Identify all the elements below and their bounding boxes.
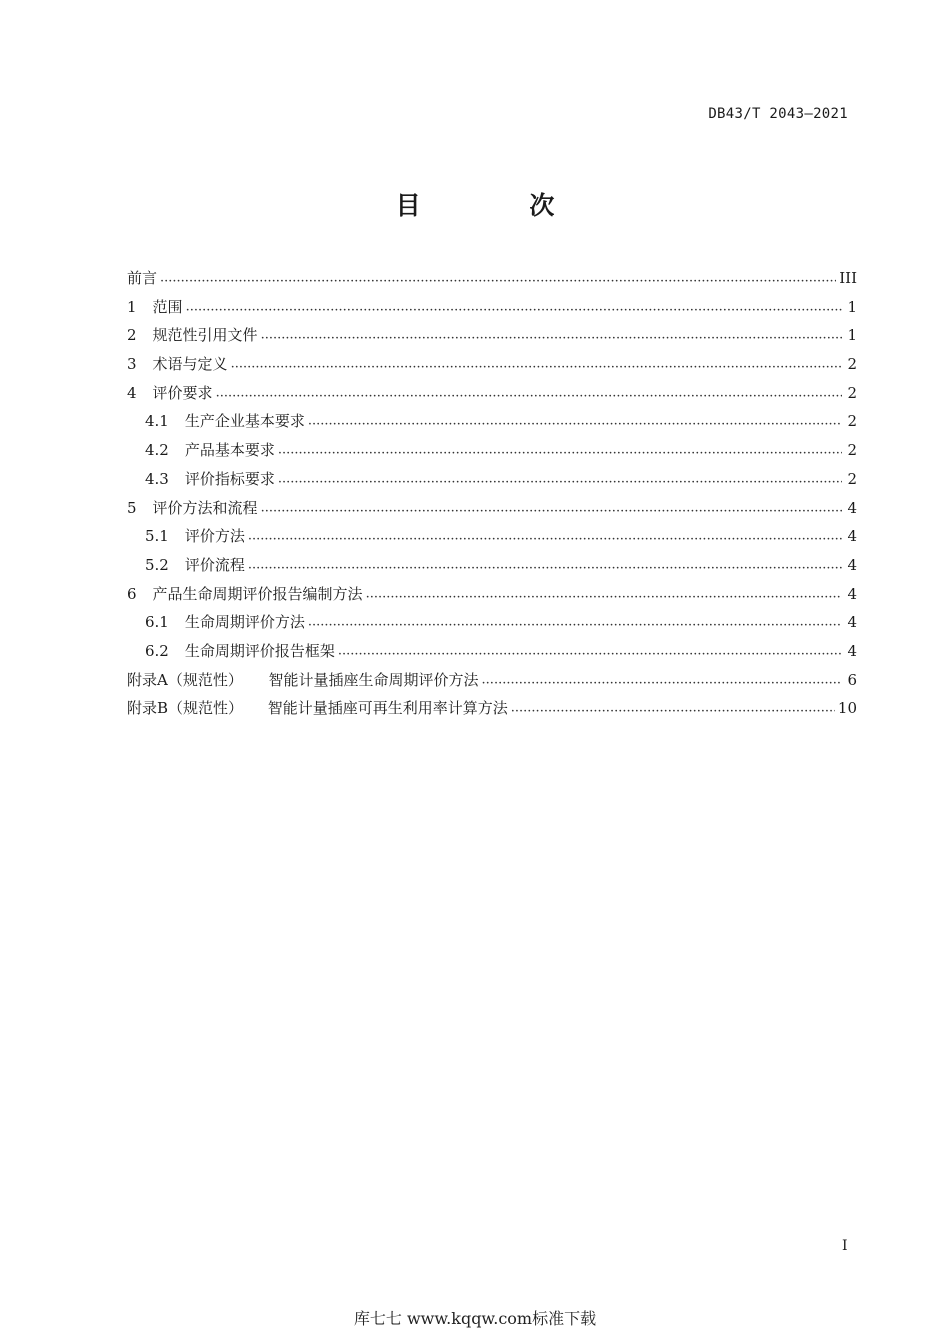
page-title: 目 次 [395,191,605,220]
toc-section-number: 4.3 [145,469,169,488]
toc-page-number: 4 [847,555,857,574]
toc-label: 术语与定义 [152,355,228,374]
toc-label: 范围 [152,297,183,316]
toc-page-number: 1 [847,326,857,345]
toc-label: 规范性引用文件 [152,326,258,345]
toc-label: 产品生命周期评价报告编制方法 [152,584,363,603]
toc-label: 智能计量插座可再生利用率计算方法 [267,699,508,718]
toc-page-number: 2 [847,441,857,460]
toc-label: 产品基本要求 [184,441,275,460]
toc-leader-dots [216,386,842,401]
toc-entry-5[interactable] [127,497,857,526]
toc-label: 评价指标要求 [184,469,275,488]
toc-page-number: 4 [847,613,857,632]
toc-leader-dots [186,300,842,315]
toc-section-number: 5.1 [145,527,169,546]
toc-page-number: 1 [847,297,857,316]
toc-leader-dots [482,673,842,688]
toc-leader-dots [248,529,842,544]
toc-entry-4[interactable] [127,382,857,411]
toc-label: 生产企业基本要求 [184,412,305,431]
page-number: I [842,1238,848,1254]
toc-entry-6[interactable] [127,583,857,612]
toc-annex-number: 附录A（规范性） [127,670,243,689]
toc-entry-3[interactable] [127,353,857,382]
toc-leader-dots [248,558,842,573]
toc-page-number: 4 [847,584,857,603]
toc-section-number: 6 [127,584,137,603]
toc-page-number: 10 [837,699,857,718]
table-of-contents [127,267,857,726]
toc-section-number: 5.2 [145,555,169,574]
toc-label: 智能计量插座生命周期评价方法 [268,670,479,689]
toc-page-number: 4 [847,527,857,546]
toc-entry-annex-b[interactable] [127,697,857,726]
toc-section-number: 5 [127,498,137,517]
toc-leader-dots [160,271,836,286]
toc-page-number: III [839,269,857,287]
toc-entry-preface[interactable] [127,267,857,296]
toc-leader-dots [278,472,842,487]
toc-section-number: 3 [127,355,137,374]
toc-leader-dots [338,644,842,659]
toc-entry-4-3[interactable] [127,468,857,497]
toc-leader-dots [261,328,842,343]
toc-page-number: 6 [847,670,857,689]
document-code: DB43/T 2043—2021 [708,106,848,122]
site-watermark: 库七七 www.kqqw.com标准下载 [353,1309,597,1328]
toc-leader-dots [261,501,842,516]
toc-label: 生命周期评价方法 [184,613,305,632]
toc-leader-dots [278,443,842,458]
toc-label: 评价要求 [152,383,213,402]
toc-entry-6-2[interactable] [127,640,857,669]
toc-entry-5-1[interactable] [127,525,857,554]
toc-annex-number: 附录B（规范性） [127,699,244,718]
toc-entry-4-1[interactable] [127,410,857,439]
toc-label: 评价方法和流程 [152,498,258,517]
toc-section-number: 2 [127,326,137,345]
toc-section-number: 6.2 [145,641,169,660]
toc-page-number: 2 [847,412,857,431]
toc-page-number: 2 [847,355,857,374]
toc-entry-2[interactable] [127,324,857,353]
toc-section-number: 4.2 [145,441,169,460]
toc-section-number: 6.1 [145,613,169,632]
toc-label: 评价方法 [184,527,245,546]
toc-page-number: 4 [847,641,857,660]
toc-page-number: 4 [847,498,857,517]
toc-label: 生命周期评价报告框架 [184,641,335,660]
toc-section-number: 4.1 [145,412,169,431]
toc-entry-5-2[interactable] [127,554,857,583]
toc-section-number: 4 [127,383,137,402]
toc-leader-dots [366,587,842,602]
toc-leader-dots [511,701,835,716]
toc-entry-1[interactable] [127,296,857,325]
toc-leader-dots [231,357,842,372]
toc-entry-6-1[interactable] [127,611,857,640]
toc-page-number: 2 [847,469,857,488]
toc-entry-annex-a[interactable] [127,669,857,698]
toc-leader-dots [308,414,842,429]
toc-entry-4-2[interactable] [127,439,857,468]
toc-section-number: 1 [127,297,137,316]
toc-label: 前言 [127,269,158,287]
toc-label: 评价流程 [184,555,245,574]
toc-leader-dots [308,615,842,630]
toc-page-number: 2 [847,383,857,402]
